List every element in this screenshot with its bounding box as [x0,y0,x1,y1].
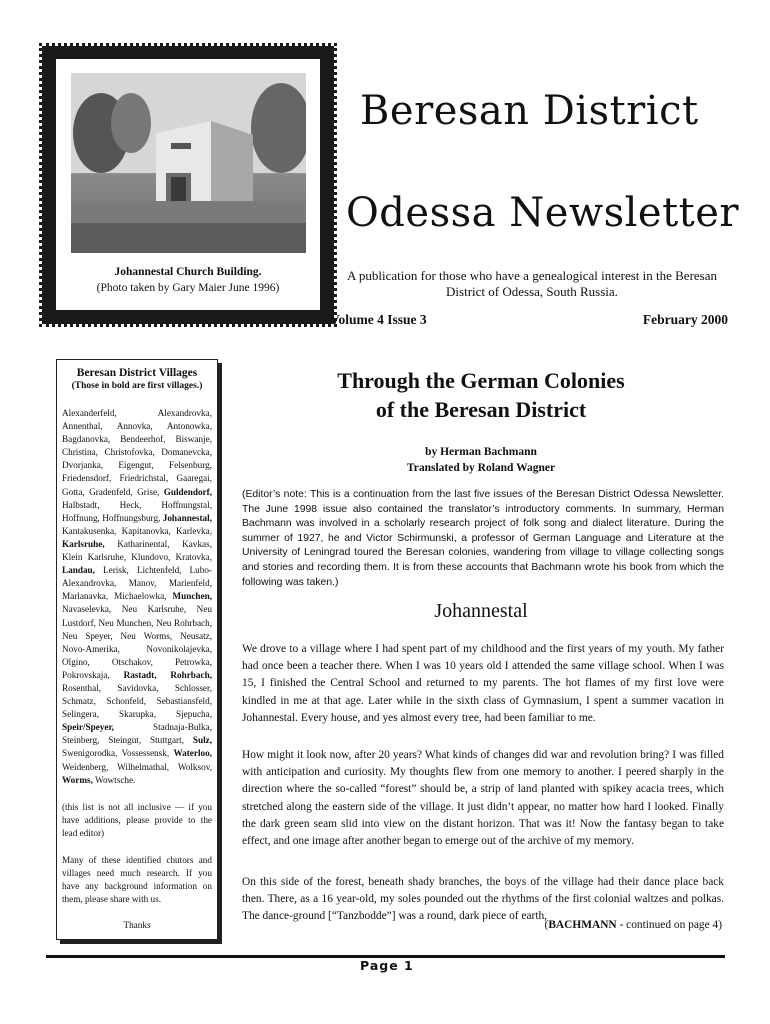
photo-frame [42,46,334,324]
village-text: Alexanderfeld, Alexandrovka, Annenthal, Annovka, Antonowka, Bagdanovka, Bendeerhof, Biswanje, Christina, Christofovka, Domanevcka, Dvorjanka, Eigengut, Felsenburg, Friedensdorf, Friedrichstal, Gaaregai, Gotta, Gradenfeld, Grise, [62,408,212,497]
byline-author: by Herman Bachmann [425,446,537,458]
continued-name: BACHMANN [548,919,617,931]
village-first: Waterloo, [173,748,212,759]
article-paragraph: We drove to a village where I had spent part of my childhood and the first years of my youth. My father had once been a teacher there. When I was 10 years old I attended the same village school. When I was 15, I finished the Central School and returned to my parents. The hot flames of my first love were kindled in me at that age. Later while in the sixth class of Gymnasium, I spent a summer vacation in Johannestal. Every house, and yes almost every tree, had been familiar to me. [242,643,724,724]
issue-date: February 2000 [642,312,728,327]
continued-note [242,919,722,931]
sidebar-note-research: Many of these identified chutors and villages need much research. If you have any background information on them, please share with us. [62,855,212,905]
continued-rest: - continued on page 4) [616,919,722,931]
sidebar-title: Beresan District Villages [76,367,198,379]
sidebar-subtitle: (Those in bold are first villages.) [71,381,203,391]
photo-caption-title: Johannestal Church Building. [114,266,262,278]
village-first: Speir/Speyer, [62,722,114,733]
article-paragraph: How might it look now, after 20 years? What kinds of changes did war and revolution bring? I was filled with anticipation and curiosity. My thoughts flew from one memory to another. I peered sharply in the direction where the so-called “forest” should be, a strip of land planted with spikey acacia trees, which stretched along the eastern side of the village. It just didn’t appear, no matter how hard I looked. Finally the dark green seam slid into view on the distant horizon. That was it! Now the fantasy began to take effect, and one image after another began to emerge out of the archive of my memory. [242,749,724,848]
sidebar-thanks: Thanks [123,920,151,931]
village-first: Worms, [62,774,93,785]
issue-info [330,312,728,328]
masthead-tagline: A publication for those who have a genealogical interest in the Beresan District of Odessa, South Russia. [346,268,718,299]
byline-translator: Translated by Roland Wagner [406,462,556,474]
sidebar-note-inclusive: (this list is not all inclusive — if you have additions, please provide to the lead editor) [62,801,212,838]
editor-note: (Editor’s note: This is a continuation from the last five issues of the Beresan District Odessa Newsletter. The June 1998 issue also contained the translator’s introductory comments. In summary, Herman Bachmann was involved in a scholarly research project of folk song and dialect literature. During the summer of 1927, he and Victor Schirmunski, a professor of German Language and Literature at the University of Leningrad toured the Beresan colonies, wandering from village to village collecting songs and stories and recording them. It is from these accounts that Bachmann wrote his book from which the following was taken.) [242,489,724,588]
village-text: Kantakusenka, Kapitanovka, Karlevka, [62,525,212,536]
village-text: Weidenberg, Wilhelmathal, Wolksov, [62,761,212,772]
village-first: Johannestal, [162,512,212,523]
article-headline [240,366,722,424]
article-paragraph: On this side of the forest, beneath shady branches, the boys of the village had their dance place back then. There, as a 16 year-old, my soles pounded out the rhythms of the first colonial waltzes and polkas. The dance-ground [“Tanzbodde”] was a round, dark piece of earth, [242,876,724,923]
photo-caption-credit: (Photo taken by Gary Maier June 1996) [96,282,280,294]
headline-line2: of the Beresan District [375,397,587,422]
village-text: Navaselevka, Neu Karlsruhe, Neu Lustdorf, Neu Munchen, Neu Rohrbach, Neu Speyer, Neu Worms, Neusatz, Novo-Amerika, Novonikolajevka, Olgino, Otschakov, Petrowka, Pokrovskaja, [62,604,212,680]
village-first: Munchen, [172,591,212,602]
village-first: Landau, [62,565,95,576]
villages-sidebar [56,359,218,940]
continued-open: ( [544,919,549,931]
village-first: Rastadt, Rohrbach, [123,669,212,680]
village-first: Guldendorf, [163,486,212,497]
village-text: Rosenthal, Savidovka, Schlosser, Schmatz, Schonfeld, Sebastiansfeld, Selingera, Skarupka, Sjepucha, [62,682,212,720]
village-list [62,407,212,787]
masthead-title-line2: Odessa Newsletter [346,190,740,236]
article-byline [240,444,722,476]
volume-issue: Volume 4 Issue 3 [330,312,427,327]
village-text: Halbstadt, Heck, Hoffnungstal, Hoffnung, Hoffnungsburg, [62,499,212,523]
masthead-title-line1: Beresan District [360,88,699,134]
village-text: Swenigorodka, Vossessensk, [62,748,174,759]
photo-mat [56,59,320,310]
village-text: Katharinental, Kavkas, Klein Karlsruhe, Klundovo, Kratovka, [62,538,212,563]
village-first: Karlsruhe, [62,538,105,549]
headline-line1: Through the German Colonies [337,368,625,393]
page-number: Page 1 [360,958,414,973]
church-photo [71,73,306,253]
village-text: Lerisk, Lichtenfeld, Lubo-Alexandrovka, Manov, Marienfeld, Marlanavka, Michaelowka, [62,565,212,602]
photo-caption [56,264,320,296]
section-title: Johannestal [434,600,528,622]
village-text: Stadnaja-Bulka, Steinberg, Steingut, Stuttgart, [62,722,212,746]
village-text: Wowtsche. [92,774,136,785]
village-first: Sulz, [192,735,212,746]
